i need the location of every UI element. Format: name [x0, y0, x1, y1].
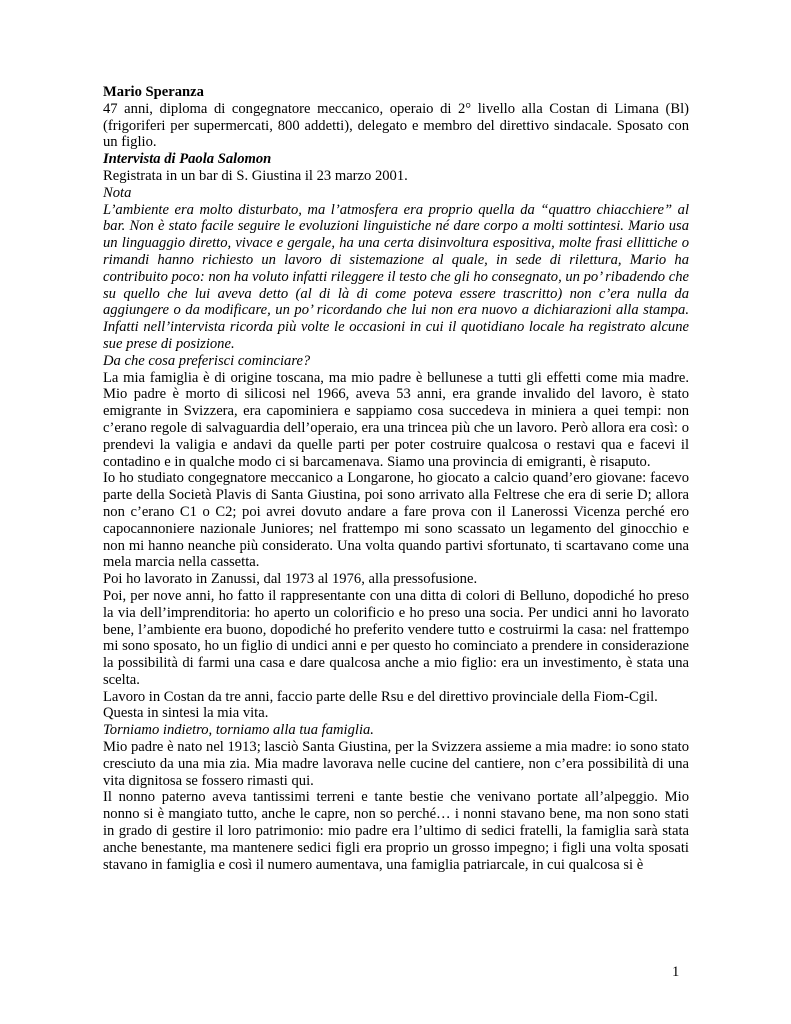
answer-paragraph: Mio padre è nato nel 1913; lasciò Santa Giustina, per la Svizzera assieme a mia madre: io sono stato cresciuto da una mia zia. Mia madre lavorava nelle cucine del cantiere, non c’era possibilità di una vita dignitosa se fossero rimasti qui. [103, 739, 689, 789]
page-number: 1 [672, 964, 680, 980]
document-page [103, 84, 689, 873]
note-text: L’ambiente era molto disturbato, ma l’atmosfera era proprio quella da “quattro chiacchiere” al bar. Non è stato facile seguire le evoluzioni linguistiche né dare corpo a molti sottintesi. Mario usa un linguaggio diretto, vivace e gergale, ha una certa disinvoltura espositiva, molte frasi ellittiche o rimandi hanno richiesto un lavoro di sistemazione al quale, in sede di rilettura, Mario ha contribuito poco: non ha voluto infatti rileggere il testo che gli ho consegnato, un po’ ribadendo che su quello che lui aveva detto (al di là di come poteva essere trascritto) non c’era nulla da aggiungere o da modificare, un po’ ricordando che lui non era nuovo a dichiarazioni alla stampa. Infatti nell’intervista ricorda più volte le occasioni in cui il quotidiano locale ha registrato alcune sue prese di posizione. [103, 201, 689, 352]
page-title: Mario Speranza [103, 84, 204, 100]
answer-paragraph: Questa in sintesi la mia vita. [103, 705, 269, 722]
answer-paragraph: Poi ho lavorato in Zanussi, dal 1973 al 1976, alla pressofusione. [103, 571, 478, 588]
answer-paragraph: Io ho studiato congegnatore meccanico a Longarone, ho giocato a calcio quand’ero giovane: facevo parte della Società Plavis di Santa Giustina, poi sono arrivato alla Feltrese che era di serie D; allora non c’erano C1 o C2; poi avrei dovuto andare a fare prova con il Lanerossi Vicenza perché ero capocannoniere nazionale Juniores; nel frattempo mi sono scassato un legamento del ginocchio e non mi hanno neanche più considerato. Una volta quando partivi sfortunato, ti scartavano come una mela marcia nella cassetta. [103, 470, 689, 571]
question-1: Da che cosa preferisci cominciare? [103, 352, 311, 369]
note-label: Nota [103, 184, 132, 201]
answer-paragraph: La mia famiglia è di origine toscana, ma mio padre è bellunese a tutti gli effetti come mia madre. Mio padre è morto di silicosi nel 1966, aveva 53 anni, era grande invalido del lavoro, è stato emigrante in Svizzera, era capominiera e sappiamo cosa succedeva in miniera a quei tempi: non c’erano regole di salvaguardia dell’operaio, era una trincea più che un lavoro. Però allora era così: o prendevi la valigia e andavi da quelle parti per poter costruire qualcosa o restavi qua e facevi il contadino e in qualche modo ci si barcamenava. Siamo una provincia di emigranti, è risaputo. [103, 369, 689, 470]
answer-paragraph: Lavoro in Costan da tre anni, faccio parte delle Rsu e del direttivo provinciale della Fiom-Cgil. [103, 688, 658, 705]
bio-paragraph: 47 anni, diploma di congegnatore meccanico, operaio di 2° livello alla Costan di Limana (Bl) (frigoriferi per supermercati, 800 addetti), delegato e membro del direttivo sindacale. Sposato con un figlio. [103, 100, 689, 151]
answer-paragraph: Il nonno paterno aveva tantissimi terreni e tante bestie che venivano portate all’alpeggio. Mio nonno si è mangiato tutto, anche le capre, non so perché… i nonni stavano bene, ma non sono stati in grado di gestire il loro patrimonio: mio padre era l’ultimo di sedici fratelli, la famiglia sarà stata anche benestante, ma mantenere sedici figli era proprio un grosso impegno; i figli una volta sposati stavano in famiglia e così il numero aumentava, una famiglia patriarcale, in cui qualcosa si è [103, 789, 689, 873]
interviewer-line: Intervista di Paola Salomon [103, 151, 272, 168]
question-2: Torniamo indietro, torniamo alla tua famiglia. [103, 722, 374, 739]
answer-paragraph: Poi, per nove anni, ho fatto il rappresentante con una ditta di colori di Belluno, dopodiché ho preso la via dell’imprenditoria: ho aperto un colorificio e ho preso una socia. Per undici anni ho lavorato bene, l’ambiente era buono, dopodiché ho preferito vendere tutto e costruirmi la casa: nel frattempo mi sono sposato, ho un figlio di undici anni e per questo ho cominciato a prendere in considerazione la possibilità di farmi una casa e dare qualcosa anche a mio figlio: era un investimento, è stata una scelta. [103, 587, 689, 688]
recording-info: Registrata in un bar di S. Giustina il 23 marzo 2001. [103, 167, 408, 184]
